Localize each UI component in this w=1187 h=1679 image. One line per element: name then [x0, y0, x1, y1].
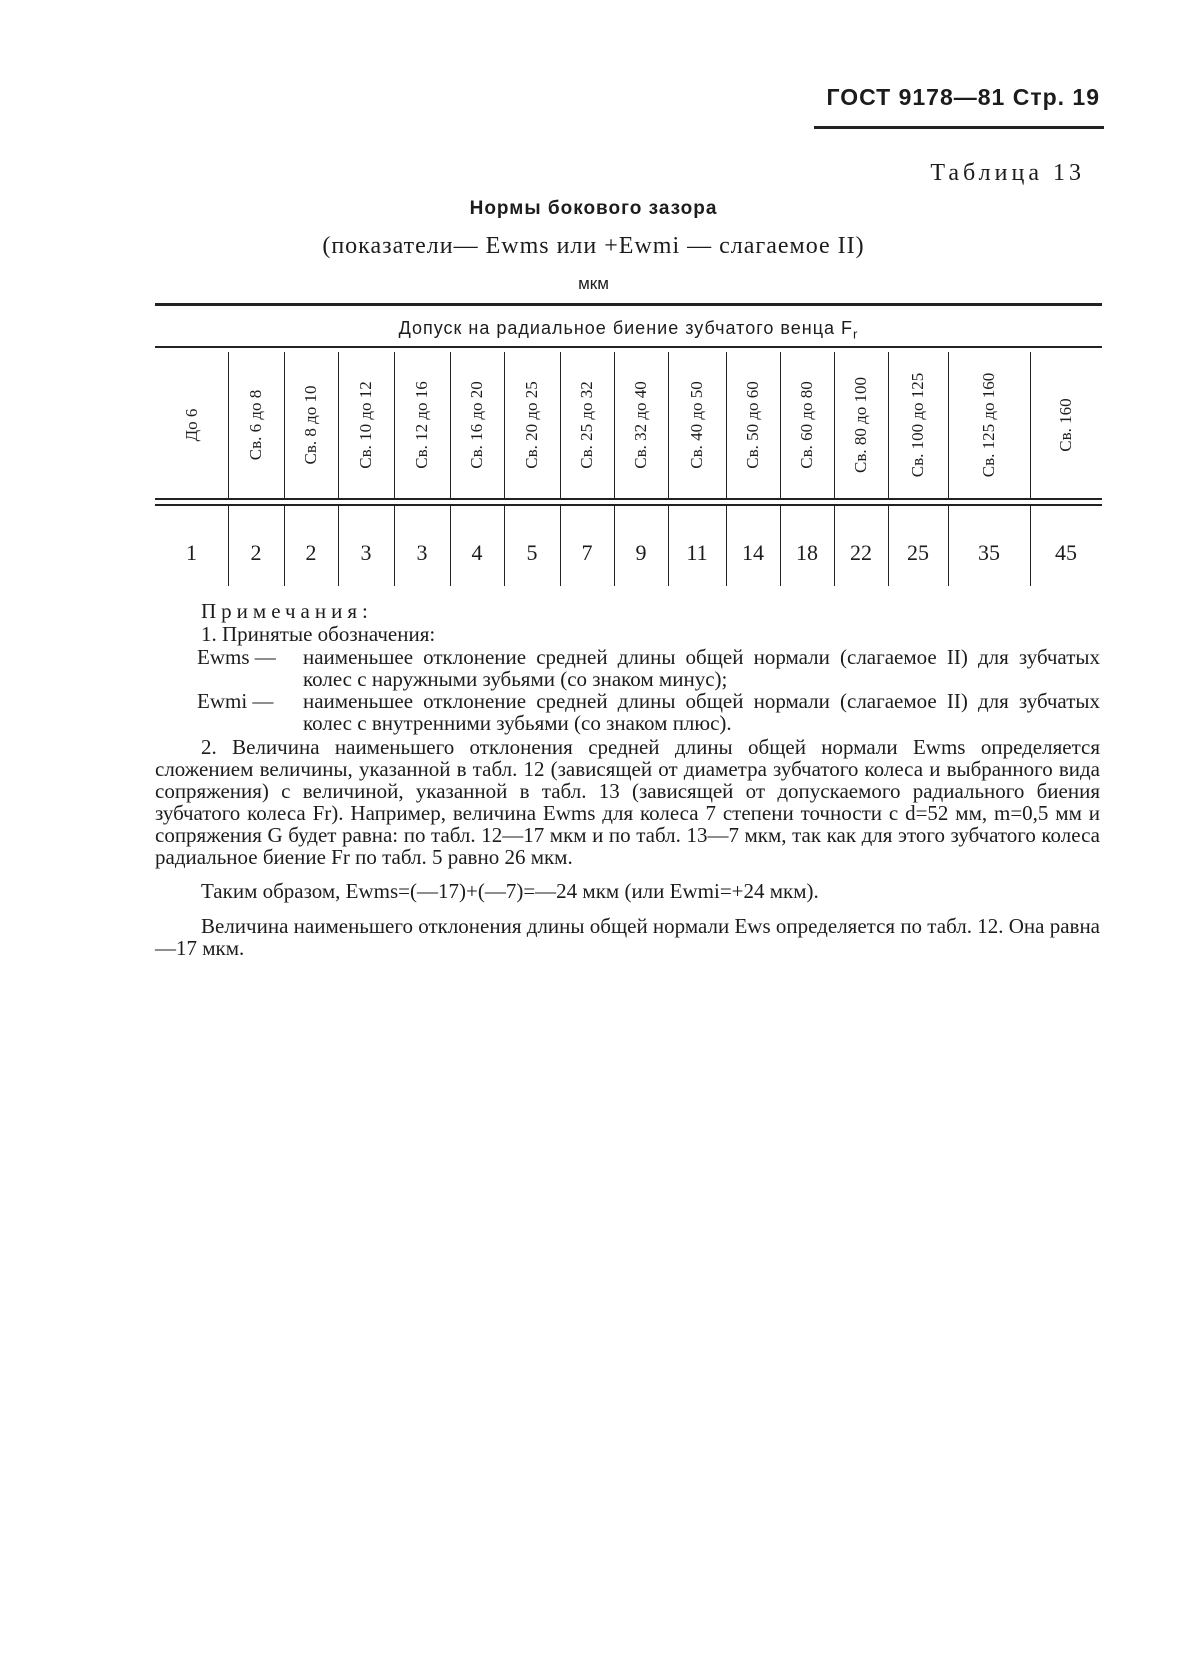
- table-column: [1030, 352, 1102, 592]
- column-header-label: Св. 160: [1056, 398, 1075, 452]
- column-header-label: Св. 10 до 12: [356, 381, 375, 469]
- table-column: [614, 352, 668, 592]
- table-cell: 3: [360, 540, 372, 565]
- definition-symbol: Ewmi —: [197, 689, 274, 713]
- column-header: [338, 352, 394, 498]
- column-divider: [668, 506, 669, 586]
- column-divider: [614, 352, 615, 498]
- table-column: [834, 352, 888, 592]
- column-divider: [228, 352, 229, 498]
- column-divider: [450, 352, 451, 498]
- table-cell: 1: [186, 540, 197, 565]
- running-header: ГОСТ 9178—81 Стр. 19: [826, 84, 1100, 110]
- note-item-4: Величина наименьшего отклонения длины общей нормали Ews определяется по табл. 12. Она равна —17 мкм.: [155, 914, 1100, 960]
- table-cell: 14: [742, 540, 764, 565]
- table-cell: 4: [471, 540, 483, 565]
- column-header: [560, 352, 614, 498]
- table-column: [338, 352, 394, 592]
- definition-text: наименьшее отклонение средней длины общей нормали (слагаемое II) для зубчатых колес с внутренними зубьями (со знаком плюс).: [303, 689, 1100, 735]
- definition-symbol: Ewms —: [197, 645, 276, 669]
- column-header: [284, 352, 338, 498]
- table-column: [504, 352, 560, 592]
- table-column: [948, 352, 1030, 592]
- note-item-3: Таким образом, Ewms=(—17)+(—7)=—24 мкм (или Ewmi=+24 мкм).: [201, 879, 819, 903]
- column-divider: [284, 352, 285, 498]
- table-top-rule: [155, 303, 1102, 306]
- table-column: [560, 352, 614, 592]
- column-divider: [888, 352, 889, 498]
- column-divider: [948, 506, 949, 586]
- table-column: [284, 352, 338, 592]
- table-cell: 18: [796, 540, 818, 565]
- column-divider: [1030, 352, 1031, 498]
- column-divider: [726, 352, 727, 498]
- column-header-label: До 6: [181, 408, 201, 442]
- column-divider: [560, 352, 561, 498]
- column-divider: [614, 506, 615, 586]
- note-item-1: 1. Принятые обозначения:: [201, 622, 436, 646]
- table-cell: 45: [1055, 540, 1077, 565]
- column-divider: [338, 352, 339, 498]
- column-header-label: Св. 50 до 60: [743, 381, 762, 469]
- definition-text: наименьшее отклонение средней длины общей нормали (слагаемое II) для зубчатых колес с наружными зубьями (со знаком минус);: [303, 645, 1100, 691]
- column-divider: [668, 352, 669, 498]
- column-divider: [504, 352, 505, 498]
- column-divider: [780, 352, 781, 498]
- column-header-label: Св. 12 до 16: [412, 381, 431, 469]
- column-divider: [284, 506, 285, 586]
- span-header-rule: [155, 346, 1102, 348]
- table-column: [228, 352, 284, 592]
- column-divider: [560, 506, 561, 586]
- column-header-label: Св. 16 до 20: [467, 381, 486, 469]
- column-header-label: Св. 80 до 100: [851, 376, 870, 474]
- column-divider: [394, 352, 395, 498]
- column-divider: [948, 352, 949, 498]
- column-header-label: Св. 40 до 50: [687, 381, 706, 469]
- table-column: [394, 352, 450, 592]
- column-header: [228, 352, 284, 498]
- span-header-text: Допуск на радиальное биение зубчатого венца F: [398, 318, 854, 338]
- table-cell: 5: [526, 540, 538, 565]
- column-header-label: Св. 125 до 160: [979, 372, 998, 478]
- definition-ewmi: [155, 690, 1100, 734]
- table-column: [726, 352, 780, 592]
- page-header: [814, 84, 1104, 129]
- notes-block: [155, 600, 1100, 959]
- table-cell: 35: [978, 540, 1000, 565]
- column-header: [948, 352, 1030, 498]
- column-divider: [450, 506, 451, 586]
- table-subtitle: (показатели— Ewms или +Ewmi — слагаемое II): [322, 233, 865, 259]
- table-cell: 25: [907, 540, 929, 565]
- column-divider: [888, 506, 889, 586]
- table-column: [888, 352, 948, 592]
- table-cell: 2: [305, 540, 317, 565]
- span-header-subscript: r: [853, 326, 859, 342]
- column-divider: [834, 352, 835, 498]
- column-divider: [228, 506, 229, 586]
- column-divider: [338, 506, 339, 586]
- table-column: [155, 352, 228, 592]
- column-header-label: Св. 25 до 32: [577, 381, 596, 469]
- column-divider: [394, 506, 395, 586]
- column-divider: [504, 506, 505, 586]
- column-header: [504, 352, 560, 498]
- table-cell: 22: [850, 540, 872, 565]
- column-header: [726, 352, 780, 498]
- table-column: [668, 352, 726, 592]
- column-divider: [834, 506, 835, 586]
- column-divider: [726, 506, 727, 586]
- column-header: [668, 352, 726, 498]
- column-header: [394, 352, 450, 498]
- column-divider: [1030, 506, 1031, 586]
- column-header-label: Св. 6 до 8: [246, 389, 265, 461]
- table-cell: 3: [416, 540, 428, 565]
- column-header-label: Св. 32 до 40: [631, 381, 650, 469]
- table-cell: 7: [581, 540, 593, 565]
- column-header: [834, 352, 888, 498]
- table-span-header: [155, 318, 1102, 342]
- column-header: [888, 352, 948, 498]
- notes-heading: Примечания:: [201, 599, 373, 623]
- column-header-label: Св. 100 до 125: [908, 372, 927, 478]
- table-cell: 9: [635, 540, 647, 565]
- table-cell: 2: [250, 540, 262, 565]
- note-item-2: 2. Величина наименьшего отклонения средней длины общей нормали Ewms определяется сложением величины, указанной в табл. 12 (зависящей от диаметра зубчатого колеса и выбранного вида сопряжения) с величиной, указанной в табл. 13 (зависящей от допускаемого радиального биения зубчатого колеса Fr). Например, величина Ewms для колеса 7 степени точности с d=52 мм, m=0,5 мм и сопряжения G будет равна: по табл. 12—17 мкм и по табл. 13—7 мкм, так как для этого зубчатого колеса радиальное биение Fr по табл. 5 равно 26 мкм.: [155, 735, 1100, 869]
- table-number: Таблица 13: [930, 160, 1085, 186]
- column-header: [1030, 352, 1102, 498]
- column-divider: [780, 506, 781, 586]
- table-column: [450, 352, 504, 592]
- column-header: [780, 352, 834, 498]
- definition-ewms: [155, 646, 1100, 690]
- column-header-label: Св. 60 до 80: [797, 381, 816, 469]
- table-unit: мкм: [578, 274, 609, 293]
- table-cell: 11: [686, 540, 708, 565]
- column-header: [155, 352, 228, 498]
- column-header: [614, 352, 668, 498]
- table-title: Нормы бокового зазора: [469, 198, 718, 219]
- column-header: [450, 352, 504, 498]
- column-header-label: Св. 8 до 10: [301, 385, 320, 465]
- column-header-label: Св. 20 до 25: [522, 381, 541, 469]
- table-column: [780, 352, 834, 592]
